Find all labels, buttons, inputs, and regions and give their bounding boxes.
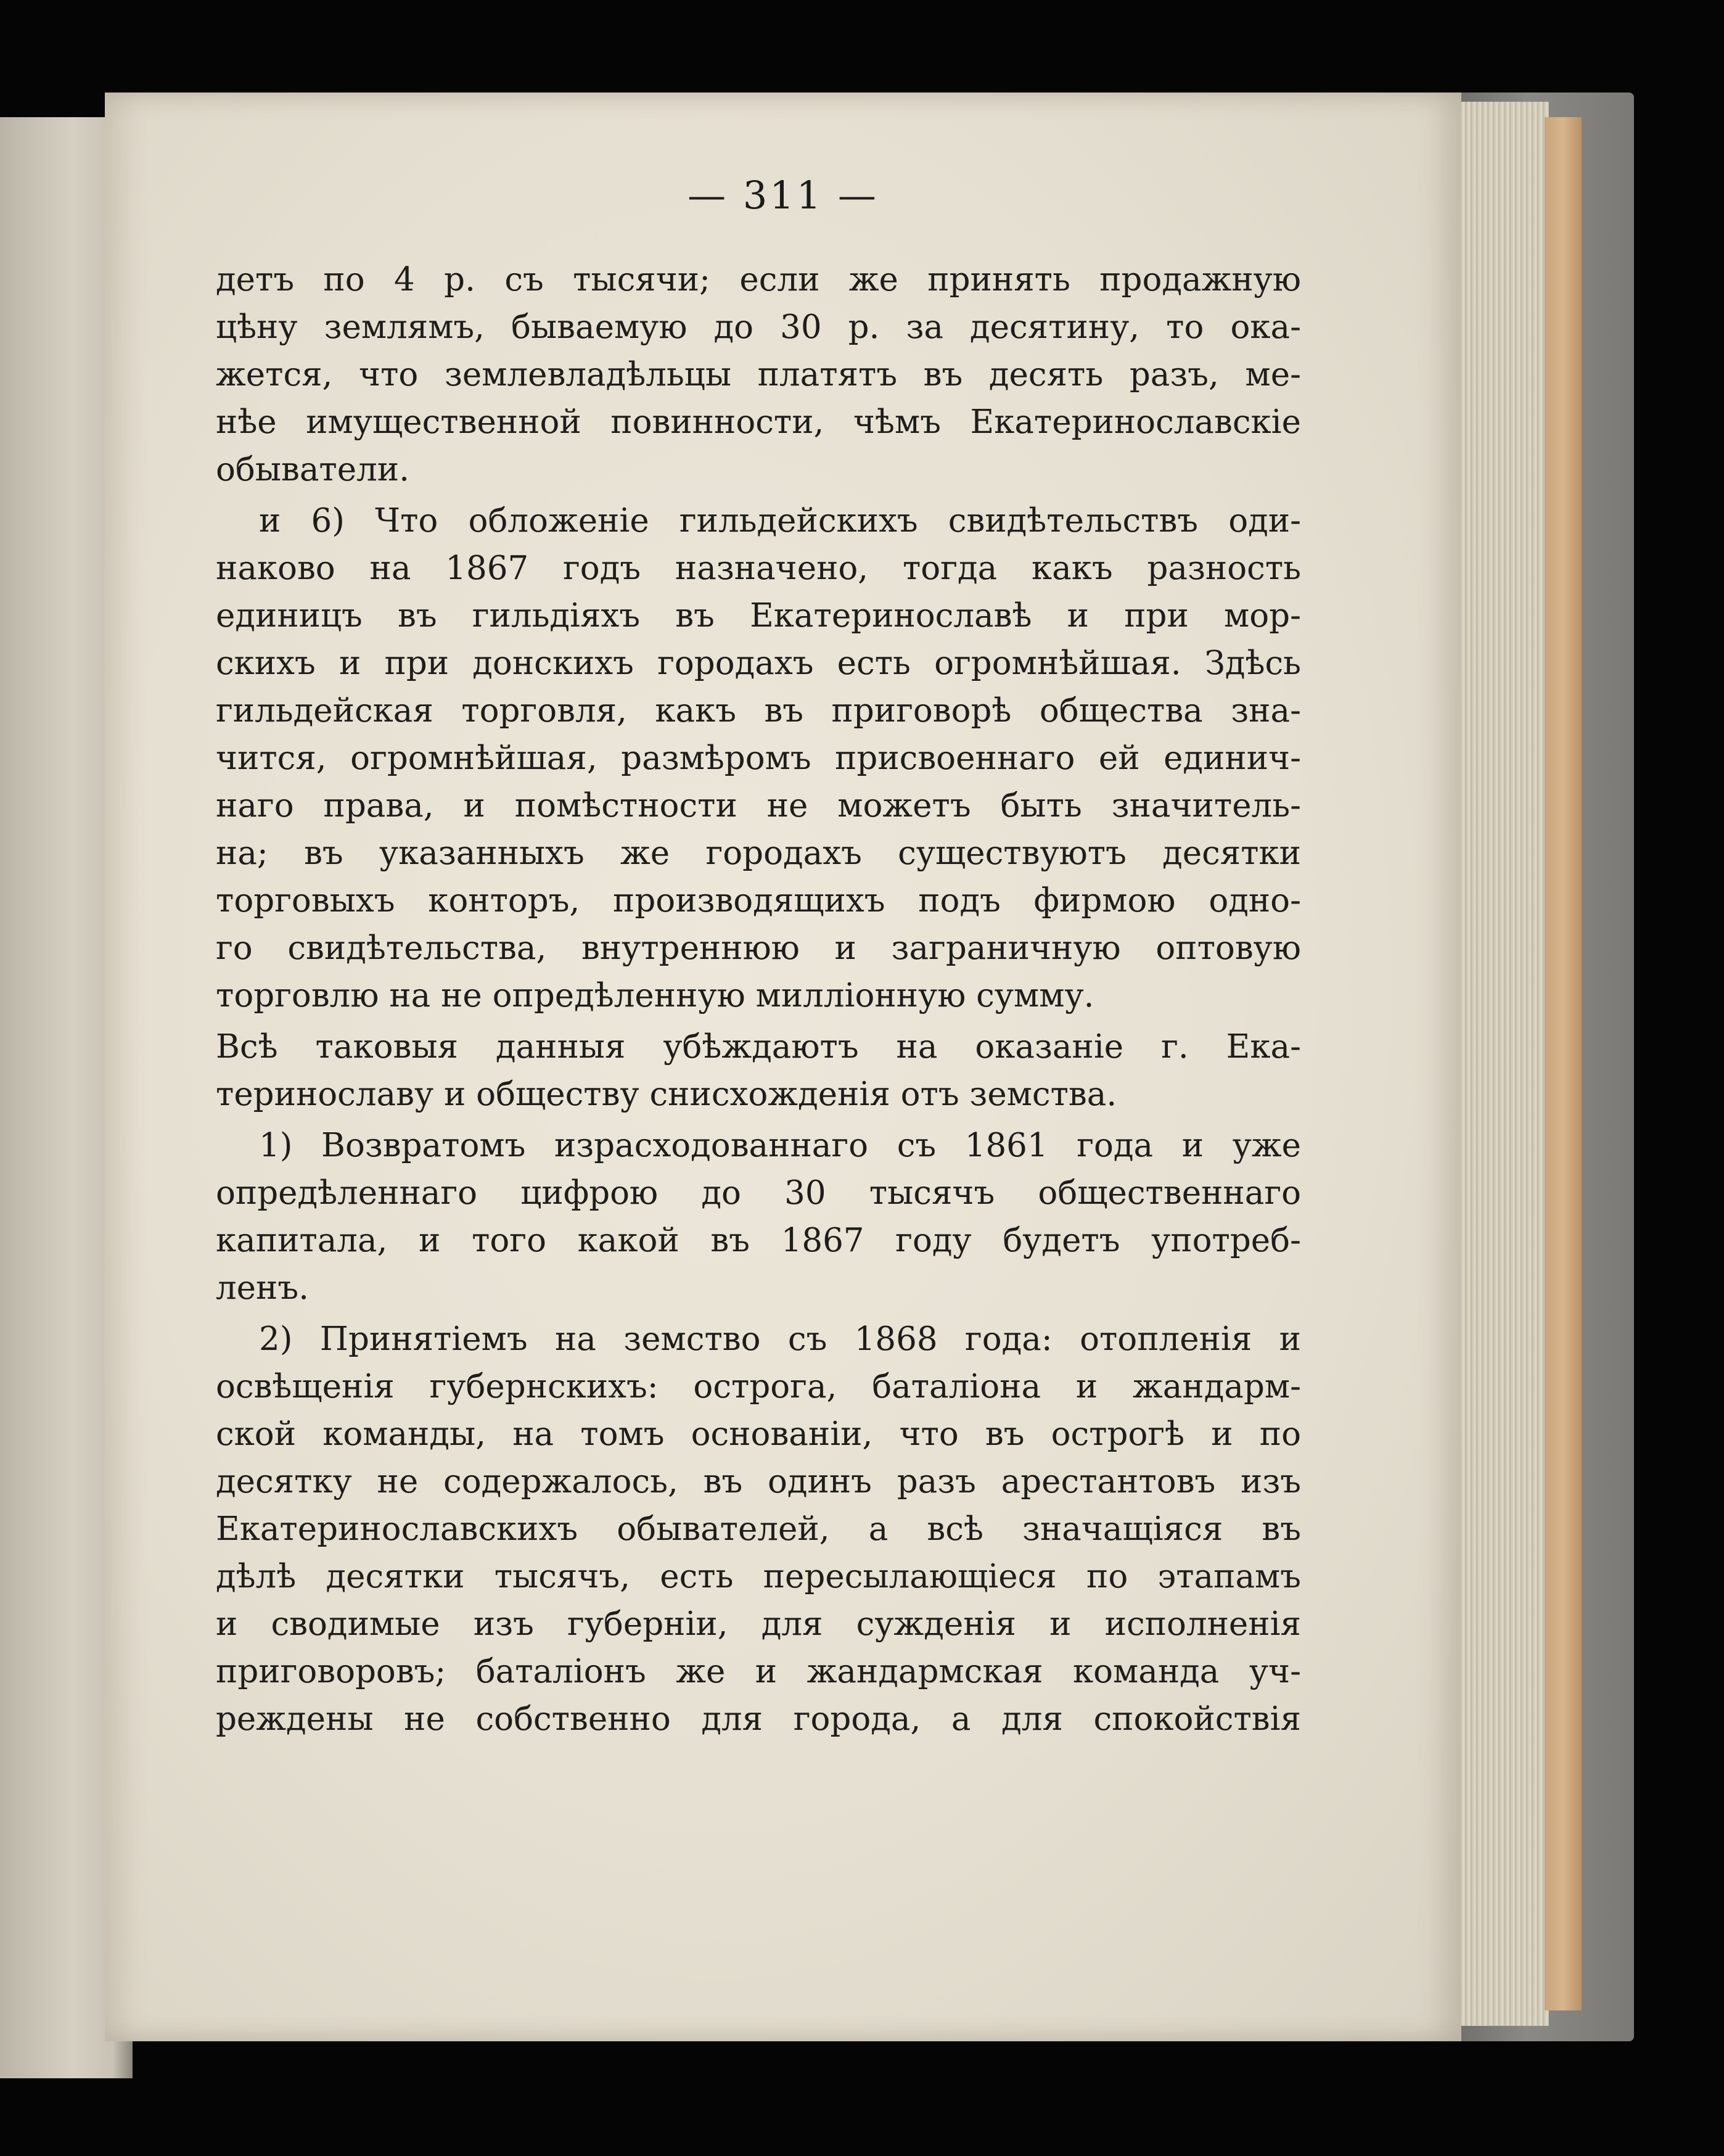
text-line: го свидѣтельства, внутреннюю и заграничную оптовую bbox=[216, 929, 1301, 967]
text-line: приговоровъ; баталіонъ же и жандармская команда уч- bbox=[216, 1653, 1301, 1690]
cover-board-edge bbox=[1545, 117, 1582, 2010]
text-line: детъ по 4 р. съ тысячи; если же принять продажную bbox=[216, 261, 1301, 298]
text-line: ленъ. bbox=[216, 1269, 309, 1307]
text-line: ской команды, на томъ основаніи, что въ острогѣ и по bbox=[216, 1415, 1301, 1453]
text-line: нѣе имущественной повинности, чѣмъ Екатеринославскіе bbox=[216, 403, 1301, 441]
text-line: чится, огромнѣйшая, размѣромъ присвоеннаго ей единич- bbox=[216, 739, 1301, 777]
text-line: Всѣ таковыя данныя убѣждаютъ на оказаніе г. Ека- bbox=[216, 1028, 1301, 1066]
text-line: цѣну землямъ, бываемую до 30 р. за десятину, то ока- bbox=[216, 308, 1301, 346]
text-line: реждены не собственно для города, а для спокойствія bbox=[216, 1700, 1301, 1738]
text-line: гильдейская торговля, какъ въ приговорѣ общества зна- bbox=[216, 692, 1301, 730]
text-line: наково на 1867 годъ назначено, тогда какъ разность bbox=[216, 549, 1301, 587]
text-line: торговлю на не опредѣленную милліонную сумму. bbox=[216, 977, 1094, 1014]
text-line: скихъ и при донскихъ городахъ есть огромнѣйшая. Здѣсь bbox=[216, 644, 1301, 682]
text-line: и 6) Что обложеніе гильдейскихъ свидѣтельствъ оди- bbox=[259, 502, 1301, 540]
page-number: — 311 — bbox=[688, 173, 879, 218]
text-line: единицъ въ гильдіяхъ въ Екатеринославѣ и при мор- bbox=[216, 597, 1301, 635]
text-line: торговыхъ конторъ, производящихъ подъ фирмою одно- bbox=[216, 882, 1301, 920]
text-line: 2) Принятіемъ на земство съ 1868 года: отопленія и bbox=[259, 1320, 1301, 1358]
text-line: десятку не содержалось, въ одинъ разъ арестантовъ изъ bbox=[216, 1463, 1301, 1500]
book-page bbox=[105, 93, 1461, 2041]
text-line: обыватели. bbox=[216, 451, 409, 488]
text-line: теринославу и обществу снисхожденія отъ земства. bbox=[216, 1076, 1117, 1113]
text-line: капитала, и того какой въ 1867 году будетъ употреб- bbox=[216, 1222, 1301, 1259]
text-line: опредѣленнаго цифрою до 30 тысячъ общественнаго bbox=[216, 1174, 1301, 1212]
text-line: жется, что землевладѣльцы платятъ въ десять разъ, ме- bbox=[216, 356, 1301, 393]
body-text bbox=[216, 256, 1301, 1743]
page-edges bbox=[1455, 102, 1549, 2026]
text-line: на; въ указанныхъ же городахъ существуютъ десятки bbox=[216, 834, 1301, 872]
text-line: и сводимые изъ губерніи, для сужденія и исполненія bbox=[216, 1605, 1301, 1643]
text-line: дѣлѣ десятки тысячъ, есть пересылающіеся по этапамъ bbox=[216, 1558, 1301, 1595]
text-line: 1) Возвратомъ израсходованнаго съ 1861 года и уже bbox=[259, 1127, 1301, 1164]
text-line: освѣщенія губернскихъ: острога, баталіона и жандарм- bbox=[216, 1368, 1301, 1405]
text-line: Екатеринославскихъ обывателей, а всѣ значащіяся въ bbox=[216, 1510, 1301, 1548]
text-line: наго права, и помѣстности не можетъ быть значитель- bbox=[216, 787, 1301, 825]
